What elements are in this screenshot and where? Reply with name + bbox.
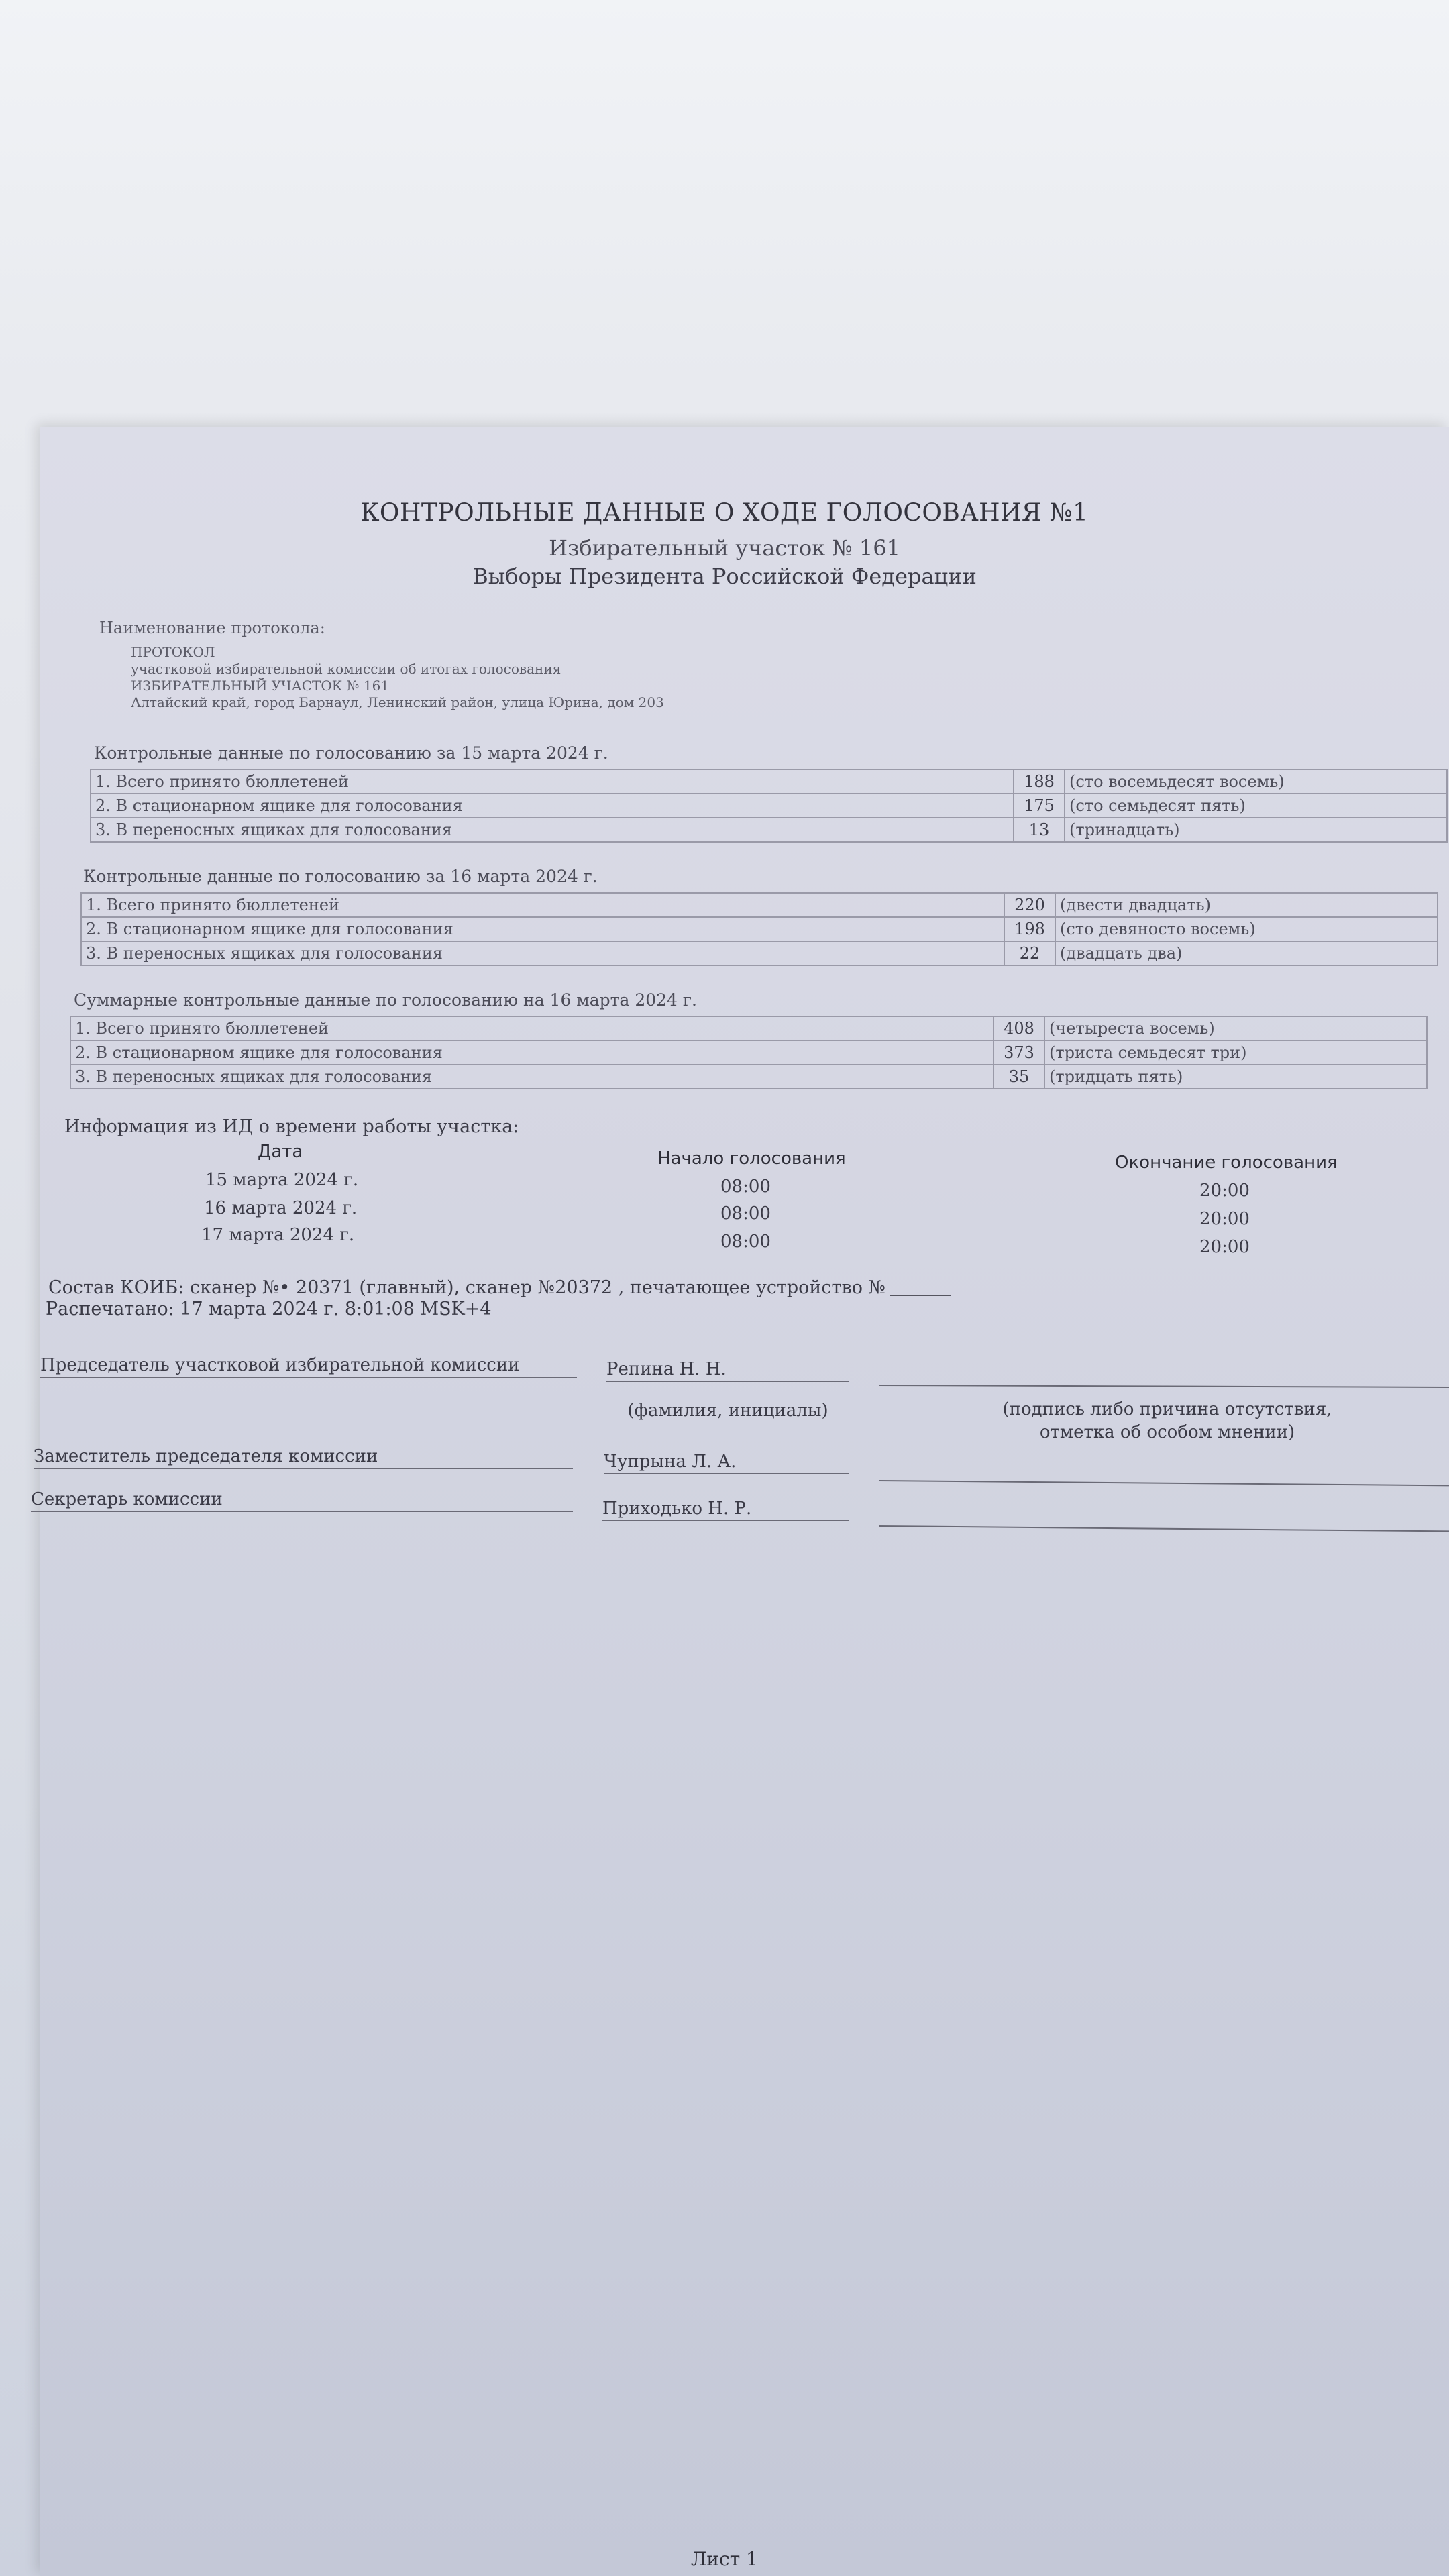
section-title-summary: Суммарные контрольные данные по голосованию на 16 марта 2024 г. — [74, 990, 697, 1010]
row-value-words: (сто семьдесят пять) — [1065, 794, 1447, 818]
name-caption: (фамилия, инициалы) — [627, 1401, 828, 1421]
row-label: 1. Всего принято бюллетеней — [81, 893, 1004, 917]
row-value-words: (четыреста восемь) — [1044, 1016, 1427, 1040]
row-value-words: (двадцать два) — [1055, 941, 1438, 965]
secretary-label: Секретарь комиссии — [31, 1489, 573, 1512]
chair-label: Председатель участковой избирательной комиссии — [40, 1355, 577, 1378]
schedule-head-start: Начало голосования — [657, 1148, 846, 1169]
table-row — [81, 917, 1438, 941]
row-value: 220 — [1004, 893, 1055, 917]
signature-caption — [926, 1398, 1409, 1444]
schedule-start: 08:00 — [720, 1232, 771, 1252]
row-label: 3. В переносных ящиках для голосования — [91, 818, 1014, 842]
koib-text: Состав КОИБ: сканер №• 20371 (главный), сканер №20372 , печатающее устройство № — [48, 1277, 886, 1298]
schedule-start: 08:00 — [720, 1177, 771, 1197]
signature-caption-line: (подпись либо причина отсутствия, — [1002, 1399, 1332, 1419]
schedule-start: 08:00 — [720, 1203, 771, 1224]
koib-composition — [48, 1277, 951, 1298]
table-row — [81, 893, 1438, 917]
schedule-date: 17 марта 2024 г. — [201, 1225, 355, 1245]
schedule-head-end: Окончание голосования — [1115, 1152, 1338, 1173]
row-label: 2. В стационарном ящике для голосования — [91, 794, 1014, 818]
row-label: 1. Всего принято бюллетеней — [91, 769, 1014, 794]
printed-timestamp: Распечатано: 17 марта 2024 г. 8:01:08 MSK+4 — [46, 1299, 492, 1320]
row-value-words: (двести двадцать) — [1055, 893, 1438, 917]
table-row — [81, 941, 1438, 965]
table-row — [91, 818, 1447, 842]
row-label: 2. В стационарном ящике для голосования — [81, 917, 1004, 941]
protocol-line: ПРОТОКОЛ — [131, 644, 215, 660]
protocol-details — [131, 644, 664, 711]
row-value: 188 — [1014, 769, 1065, 794]
row-value-words: (тридцать пять) — [1044, 1065, 1427, 1089]
election-line: Выборы Президента Российской Федерации — [472, 564, 977, 589]
row-value: 22 — [1004, 941, 1055, 965]
control-data-table-summary — [70, 1016, 1428, 1089]
table-row — [70, 1016, 1427, 1040]
row-value-words: (триста семьдесят три) — [1044, 1040, 1427, 1065]
secretary-name: Приходько Н. Р. — [602, 1499, 849, 1521]
deputy-label: Заместитель председателя комиссии — [34, 1446, 573, 1469]
chair-name: Репина Н. Н. — [606, 1359, 849, 1382]
row-value: 408 — [994, 1016, 1044, 1040]
row-label: 1. Всего принято бюллетеней — [70, 1016, 994, 1040]
control-data-table-16-march — [80, 892, 1438, 966]
schedule-title: Информация из ИД о времени работы участка: — [64, 1116, 519, 1137]
schedule-date: 15 марта 2024 г. — [205, 1170, 359, 1190]
table-row — [70, 1065, 1427, 1089]
precinct-line: Избирательный участок № 161 — [549, 535, 900, 561]
table-row — [91, 769, 1447, 794]
schedule-date: 16 марта 2024 г. — [204, 1198, 358, 1218]
row-value-words: (сто девяносто восемь) — [1055, 917, 1438, 941]
row-value: 35 — [994, 1065, 1044, 1089]
row-value-words: (тринадцать) — [1065, 818, 1447, 842]
table-row — [91, 794, 1447, 818]
row-value: 373 — [994, 1040, 1044, 1065]
deputy-name: Чупрына Л. А. — [604, 1452, 849, 1474]
schedule-end: 20:00 — [1199, 1209, 1250, 1229]
signature-caption-line: отметка об особом мнении) — [1039, 1422, 1295, 1442]
sheet-number: Лист 1 — [691, 2548, 758, 2570]
control-data-table-15-march — [90, 769, 1448, 843]
row-value: 13 — [1014, 818, 1065, 842]
row-value-words: (сто восемьдесят восемь) — [1065, 769, 1447, 794]
section-title-15-march: Контрольные данные по голосованию за 15 марта 2024 г. — [94, 743, 608, 763]
protocol-label: Наименование протокола: — [99, 619, 325, 637]
section-title-16-march: Контрольные данные по голосованию за 16 марта 2024 г. — [83, 867, 598, 886]
row-label: 3. В переносных ящиках для голосования — [81, 941, 1004, 965]
schedule-end: 20:00 — [1199, 1237, 1250, 1257]
row-label: 3. В переносных ящиках для голосования — [70, 1065, 994, 1089]
table-row — [70, 1040, 1427, 1065]
schedule-end: 20:00 — [1199, 1181, 1250, 1201]
schedule-head-date: Дата — [258, 1142, 303, 1162]
row-value: 198 — [1004, 917, 1055, 941]
protocol-line: Алтайский край, город Барнаул, Ленинский район, улица Юрина, дом 203 — [131, 694, 664, 710]
device-number-blank — [890, 1295, 951, 1296]
row-label: 2. В стационарном ящике для голосования — [70, 1040, 994, 1065]
protocol-line: ИЗБИРАТЕЛЬНЫЙ УЧАСТОК № 161 — [131, 678, 390, 694]
document-title: КОНТРОЛЬНЫЕ ДАННЫЕ О ХОДЕ ГОЛОСОВАНИЯ №1 — [360, 499, 1089, 527]
protocol-line: участковой избирательной комиссии об итогах голосования — [131, 661, 561, 677]
row-value: 175 — [1014, 794, 1065, 818]
